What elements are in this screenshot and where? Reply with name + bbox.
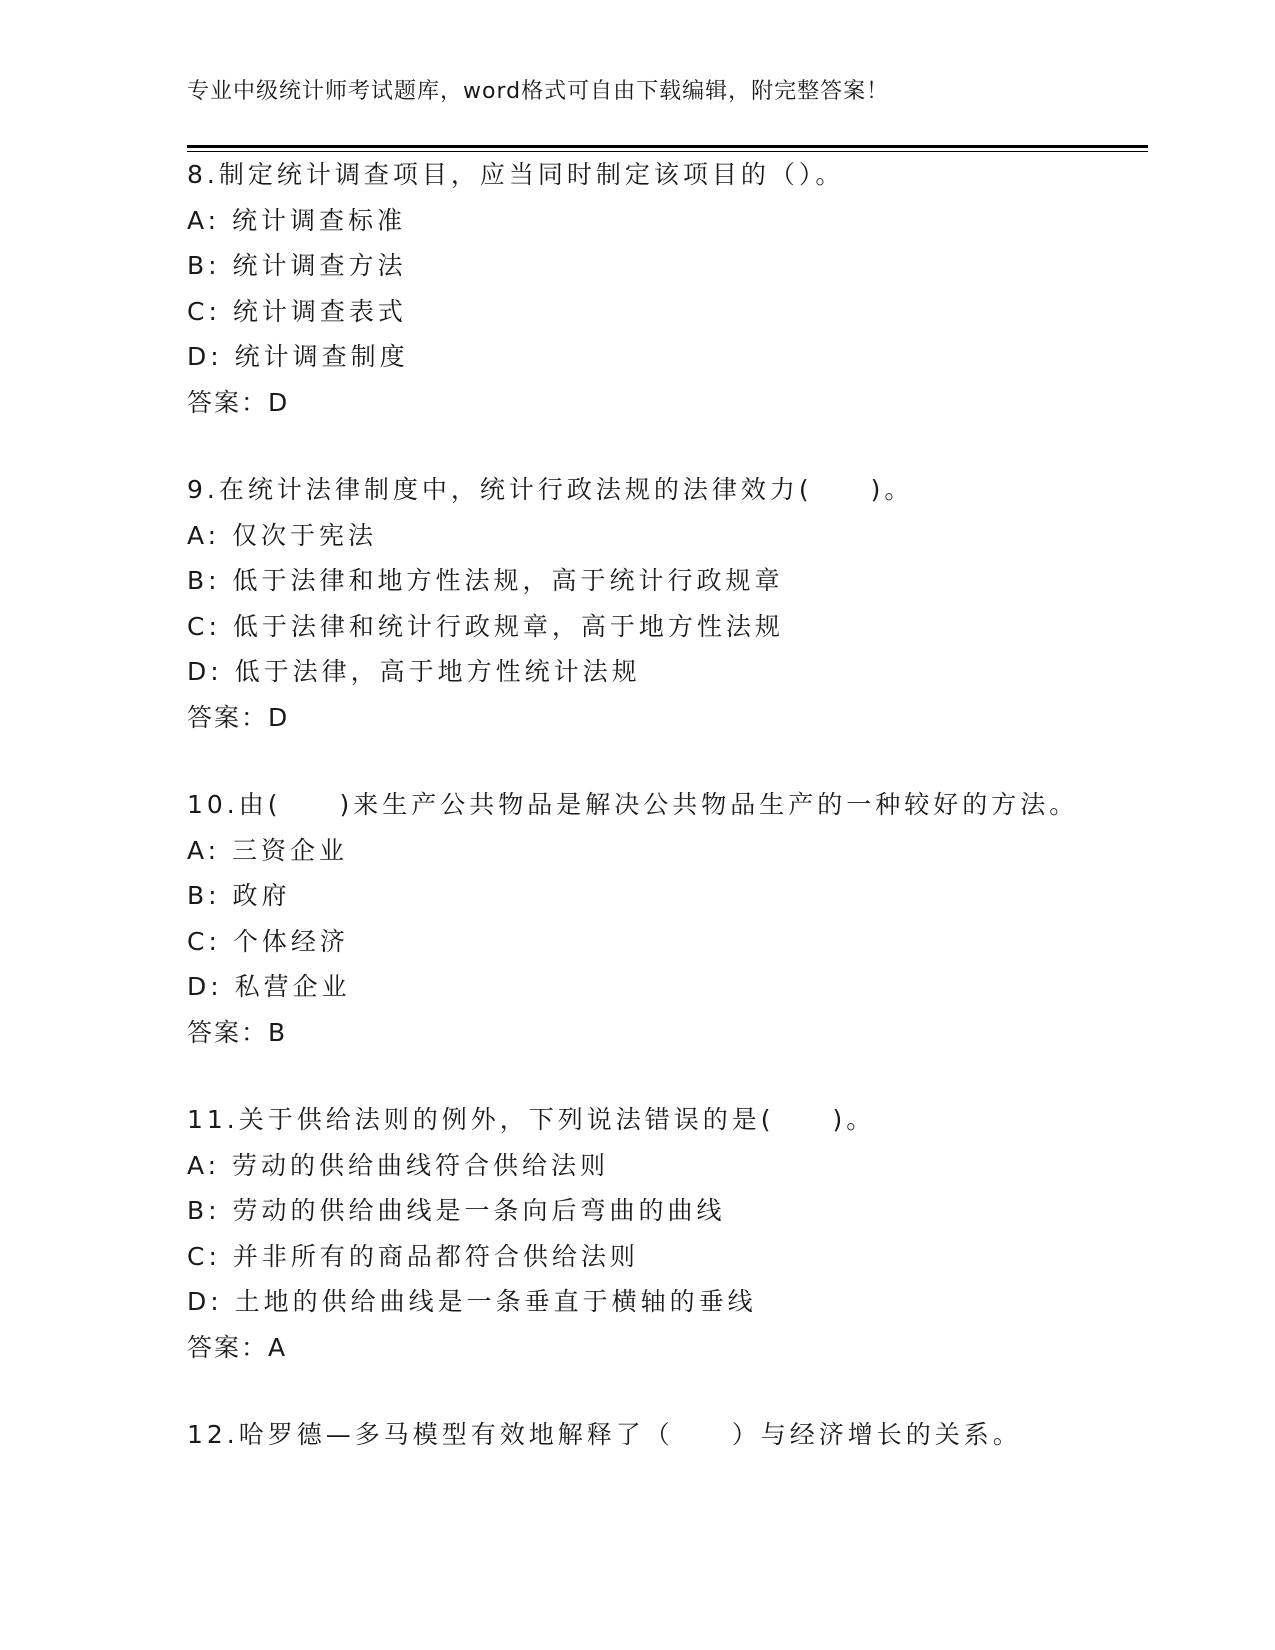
question-9 [187, 467, 1147, 740]
option-d: D: 低于法律，高于地方性统计法规 [187, 657, 641, 686]
answer: 答案：B [187, 1017, 288, 1047]
option-a: A: 统计调查标准 [187, 205, 407, 235]
question-stem: 9.在统计法律制度中，统计行政法规的法律效力( )。 [187, 475, 914, 504]
header-divider-thick [187, 145, 1148, 148]
option-d: D: 统计调查制度 [187, 342, 409, 371]
option-c: C: 低于法律和统计行政规章，高于地方性法规 [187, 611, 784, 641]
page-header: 专业中级统计师考试题库，word格式可自由下载编辑，附完整答案！ [187, 79, 890, 104]
option-b: B: 劳动的供给曲线是一条向后弯曲的曲线 [187, 1196, 726, 1225]
option-c: C: 统计调查表式 [187, 296, 407, 326]
option-c: C: 并非所有的商品都符合供给法则 [187, 1241, 639, 1271]
question-11 [187, 1097, 1147, 1370]
answer: 答案：D [187, 702, 290, 732]
option-c: C: 个体经济 [187, 926, 349, 956]
option-b: B: 统计调查方法 [187, 251, 407, 280]
option-a: A: 仅次于宪法 [187, 520, 378, 550]
answer: 答案：D [187, 387, 290, 417]
option-d: D: 土地的供给曲线是一条垂直于横轴的垂线 [187, 1287, 757, 1316]
option-a: A: 劳动的供给曲线符合供给法则 [187, 1150, 610, 1180]
option-b: B: 低于法律和地方性法规，高于统计行政规章 [187, 566, 784, 595]
question-12 [187, 1412, 1147, 1458]
question-stem: 12.哈罗德—多马模型有效地解释了（ ）与经济增长的关系。 [187, 1420, 1022, 1449]
question-8 [187, 152, 1147, 425]
option-d: D: 私营企业 [187, 972, 351, 1001]
question-stem: 10.由( )来生产公共物品是解决公共物品生产的一种较好的方法。 [187, 790, 1079, 819]
option-a: A: 三资企业 [187, 835, 349, 865]
question-stem: 11.关于供给法则的例外，下列说法错误的是( )。 [187, 1105, 876, 1134]
option-b: B: 政府 [187, 881, 291, 910]
answer: 答案：A [187, 1332, 288, 1362]
question-10 [187, 782, 1147, 1055]
question-stem: 8.制定统计调查项目，应当同时制定该项目的（）。 [187, 160, 845, 189]
